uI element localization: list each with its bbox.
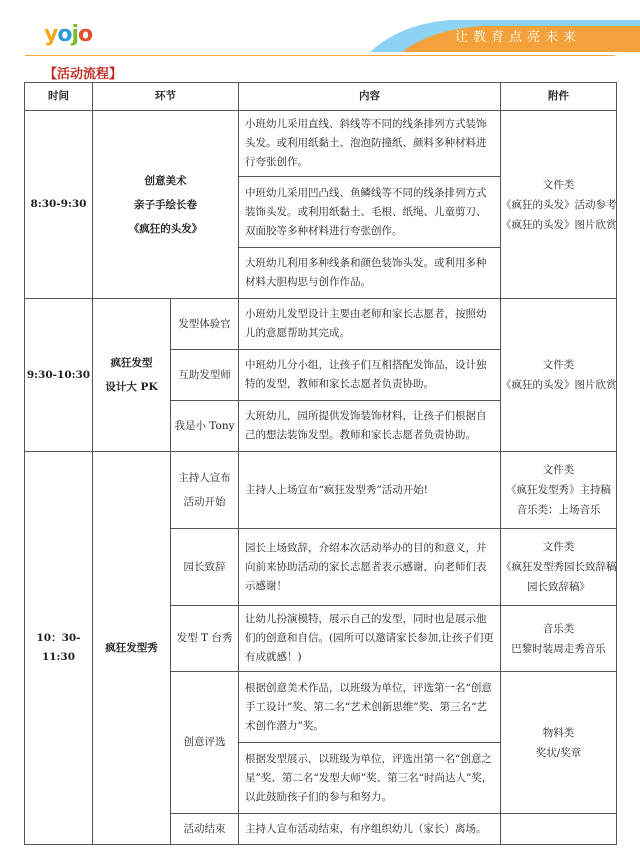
content-cell: 大班幼儿，园所提供发饰装饰材料，让孩子们根据自己的想法装饰发型。教师和家长志愿者负责协助。 (239, 401, 501, 452)
slogan: 让教育点亮未来 (455, 30, 582, 45)
attachment-cell: 文件类 《疯狂的头发》图片欣赏 (501, 299, 617, 452)
content-cell: 大班幼儿利用多种线条和颜色装饰头发。或利用多种材料大胆构思与创作作品。 (239, 248, 501, 299)
sub-stage-cell: 活动结束 (171, 814, 239, 845)
content-cell: 根据发型展示，以班级为单位，评选出第一名“创意之星”奖、第二名“发型大师”奖、第三名“时尚达人”奖，以此鼓励孩子们的参与和努力。 (239, 743, 501, 814)
attachment-cell: 文件类 《疯狂的头发》活动参考 《疯狂的头发》图片欣赏 (501, 111, 617, 299)
activity-table (24, 82, 617, 845)
time-cell: 9:30-10:30 (25, 299, 93, 452)
content-cell: 让幼儿扮演模特，展示自己的发型，同时也是展示他们的创意和自信。(园所可以邀请家长参加,让孩子们更有成就感！) (239, 606, 501, 672)
page-header (0, 0, 640, 62)
header-time: 时间 (25, 83, 93, 111)
sub-stage-cell: 主持人宣布 活动开始 (171, 452, 239, 529)
table-header-row (25, 83, 617, 111)
attachment-cell: 物料类 奖状/奖章 (501, 672, 617, 814)
content-cell: 小班幼儿采用直线、斜线等不同的线条排列方式装饰头发。或利用纸黏土、泡泡防撞纸、颜料多种材料进行夸张创作。 (239, 111, 501, 177)
content-cell: 园长上场致辞，介绍本次活动举办的目的和意义，并向前来协助活动的家长志愿者表示感谢，向老师们表示感谢！ (239, 529, 501, 606)
content-cell: 中班幼儿采用凹凸线、鱼鳞线等不同的线条排列方式装饰头发。或利用纸黏土、毛根、纸绳、儿童剪刀、双面胶等多种材料进行夸张创作。 (239, 177, 501, 248)
stage-cell: 疯狂发型 设计大 PK (93, 299, 171, 452)
time-cell: 8:30-9:30 (25, 111, 93, 299)
table-row (25, 299, 617, 350)
sub-stage-cell: 发型 T 台秀 (171, 606, 239, 672)
stage-cell: 疯狂发型秀 (93, 452, 171, 845)
header-content: 内容 (239, 83, 501, 111)
table-row (25, 111, 617, 177)
sub-stage-cell: 发型体验官 (171, 299, 239, 350)
sub-stage-cell: 我是小 Tony (171, 401, 239, 452)
section-title: 【活动流程】 (44, 67, 123, 82)
content-cell: 主持人宣布活动结束，有序组织幼儿（家长）离场。 (239, 814, 501, 845)
attachment-cell: 文件类 《疯狂发型秀园长致辞稿 园长致辞稿》 (501, 529, 617, 606)
sub-stage-cell: 创意评选 (171, 672, 239, 814)
content-cell: 根据创意美术作品，以班级为单位，评选第一名“创意手工设计”奖、第二名“艺术创新思维”奖、第三名“艺术创作潜力”奖。 (239, 672, 501, 743)
content-cell: 主持人上场宣布“疯狂发型秀”活动开始! (239, 452, 501, 529)
content-cell: 小班幼儿发型设计主要由老师和家长志愿者，按照幼儿的意愿帮助其完成。 (239, 299, 501, 350)
sub-stage-cell: 互助发型师 (171, 350, 239, 401)
table-row (25, 452, 617, 529)
attachment-cell (501, 814, 617, 845)
header-rule (25, 55, 615, 56)
attachment-cell: 文件类 《疯狂发型秀》主持稿 音乐类：上场音乐 (501, 452, 617, 529)
stage-cell: 创意美术 亲子手绘长卷 《疯狂的头发》 (93, 111, 239, 299)
content-cell: 中班幼儿分小组，让孩子们互相搭配发饰品，设计独特的发型，教师和家长志愿者负责协助。 (239, 350, 501, 401)
time-cell: 10：30-11:30 (25, 452, 93, 845)
sub-stage-cell: 园长致辞 (171, 529, 239, 606)
header-stage: 环节 (93, 83, 239, 111)
header-attachment: 附件 (501, 83, 617, 111)
attachment-cell: 音乐类 巴黎时装周走秀音乐 (501, 606, 617, 672)
yojo-logo: yojo (44, 22, 93, 47)
